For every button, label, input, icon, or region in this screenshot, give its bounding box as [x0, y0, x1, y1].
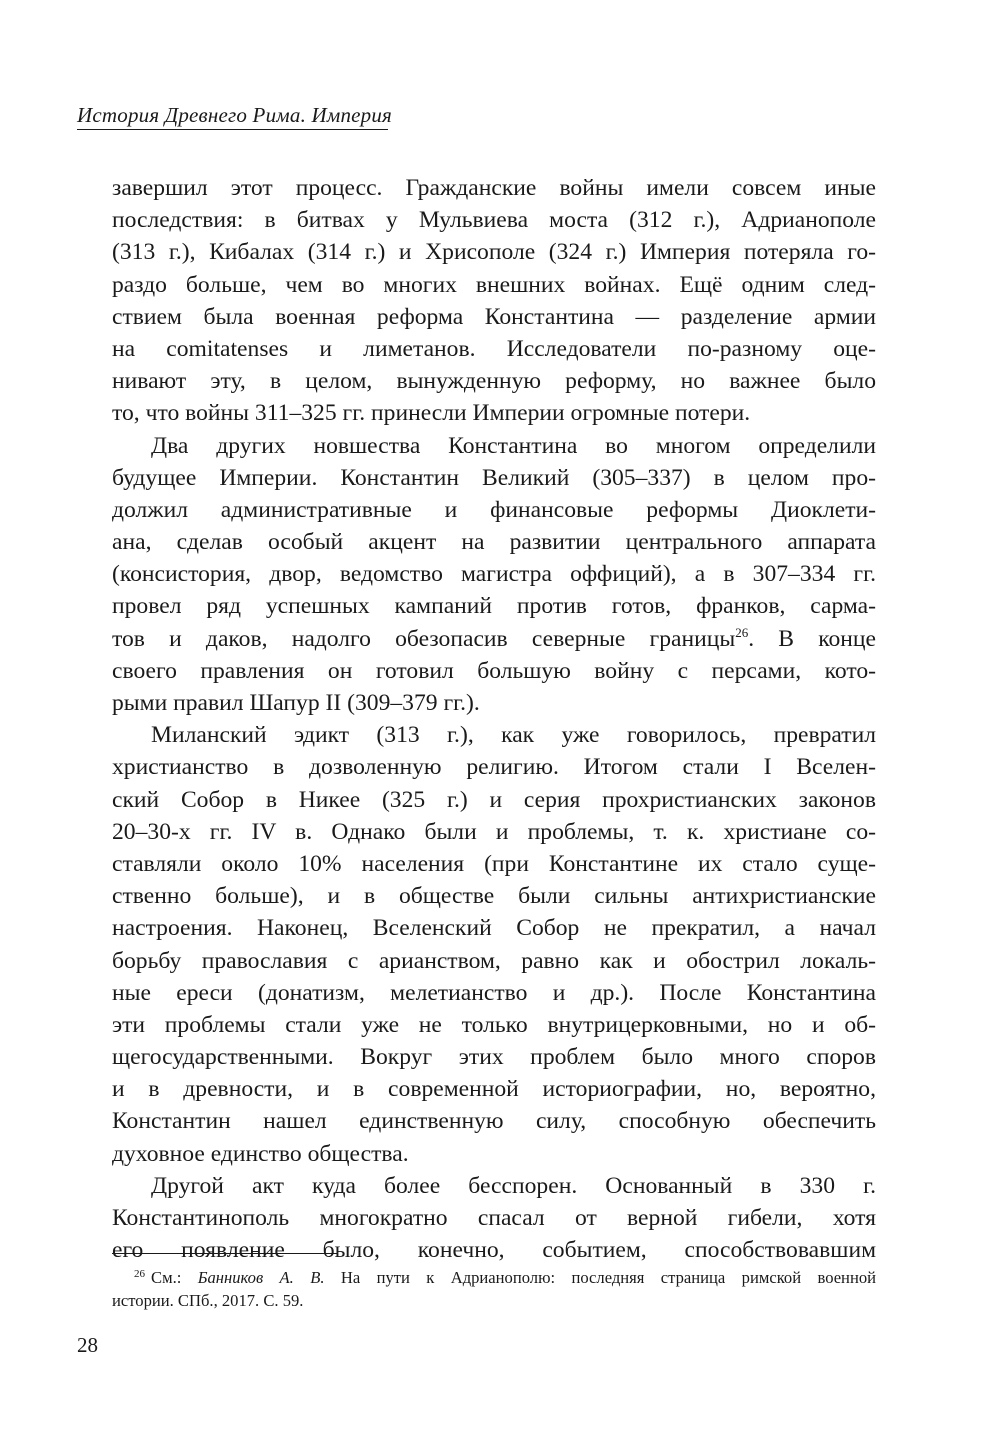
footnote — [112, 1266, 876, 1312]
text-line: ные ереси (донатизм, мелетианство и др.). После Константина — [112, 979, 876, 1006]
text-line: ственно больше), и в обществе были сильны антихристианские — [112, 883, 876, 910]
page-number: 28 — [77, 1333, 98, 1357]
footnote-number: 26 — [134, 1268, 145, 1280]
footnote-line: истории. СПб., 2017. С. 59. — [112, 1291, 304, 1310]
text-line: ский Собор в Никее (325 г.) и серия прохристианских законов — [112, 786, 876, 813]
text-line: Два других новшества Константина во многом определили — [151, 432, 876, 459]
text-line: (консистория, двор, ведомство магистра оффиций), а в 307–334 гг. — [112, 561, 876, 588]
footnote-title: На пути к Адрианополю: последняя страница римской военной — [340, 1268, 876, 1287]
text-line: Константинополь многократно спасал от верной гибели, хотя — [112, 1205, 876, 1231]
text-line: Миланский эдикт (313 г.), как уже говорилось, превратил — [151, 722, 876, 749]
body-text — [112, 172, 876, 1266]
text-line: должил административные и финансовые реформы Диоклети- — [112, 496, 876, 523]
text-line: последствия: в битвах у Мульвиева моста (312 г.), Адрианополе — [112, 207, 876, 234]
line-text: тов и даков, надолго обезопасив северные границы — [112, 625, 736, 652]
text-line: то, что войны 311–325 гг. принесли Империи огромные потери. — [112, 400, 751, 427]
text-line: ставляли около 10% населения (при Константине их стало суще- — [112, 850, 876, 877]
text-line: раздо больше, чем во многих внешних войнах. Ещё одним след- — [112, 271, 876, 298]
text-line: щегосударственными. Вокруг этих проблем было много споров — [112, 1044, 876, 1071]
footnote-line — [112, 1266, 876, 1289]
header-rule — [77, 129, 388, 130]
paragraph-3 — [112, 719, 876, 1170]
footnote-rule — [112, 1253, 338, 1254]
footnote-author: Банников А. В. — [197, 1268, 325, 1287]
text-line: борьбу православия с арианством, равно как и обострил локаль- — [112, 947, 876, 974]
paragraph-4 — [112, 1170, 876, 1267]
text-line: духовное единство общества. — [112, 1140, 409, 1167]
text-line: эти проблемы стали уже не только внутрицерковными, но и об- — [112, 1011, 876, 1038]
text-line: настроения. Наконец, Вселенский Собор не прекратил, а начал — [112, 915, 876, 942]
text-line: и в древности, и в современной историографии, но, вероятно, — [112, 1076, 876, 1103]
text-line: Другой акт куда более бесспорен. Основанный в 330 г. — [151, 1172, 876, 1199]
text-line-with-footnote — [112, 623, 876, 655]
text-line: нивают эту, в целом, вынужденную реформу, но важнее было — [112, 368, 876, 395]
line-text-tail: . В конце — [748, 625, 876, 652]
text-line: провел ряд успешных кампаний против готов, франков, сарма- — [112, 593, 876, 620]
text-line: (313 г.), Кибалах (314 г.) и Хрисополе (324 г.) Империя потеряла го- — [112, 239, 876, 266]
text-line: рыми правил Шапур II (309–379 гг.). — [112, 690, 480, 716]
text-line: ствием была военная реформа Константина — разделение армии — [112, 303, 876, 330]
running-title: История Древнего Рима. Империя — [77, 103, 393, 127]
text-line: будущее Империи. Константин Великий (305–337) в целом про- — [112, 464, 876, 491]
footnote-prefix: См.: — [151, 1268, 182, 1287]
text-line: завершил этот процесс. Гражданские войны имели совсем иные — [112, 175, 876, 201]
text-line: его появление было, конечно, событием, способствовавшим — [112, 1237, 876, 1264]
paragraph-2 — [112, 430, 876, 720]
text-line: Константин нашел единственную силу, способную обеспечить — [112, 1108, 876, 1135]
text-line: своего правления он готовил большую войну с персами, кото- — [112, 657, 876, 684]
footnote-reference[interactable]: 26 — [735, 624, 749, 640]
text-line: 20–30-х гг. IV в. Однако были и проблемы, т. к. христиане со- — [112, 818, 876, 845]
text-line: христианство в дозволенную религию. Итогом стали I Вселен- — [112, 754, 876, 781]
paragraph-1 — [112, 172, 876, 430]
text-line: ана, сделав особый акцент на развитии центрального аппарата — [112, 529, 876, 556]
text-line: на comitatenses и лиметанов. Исследователи по-разному оце- — [112, 335, 876, 362]
